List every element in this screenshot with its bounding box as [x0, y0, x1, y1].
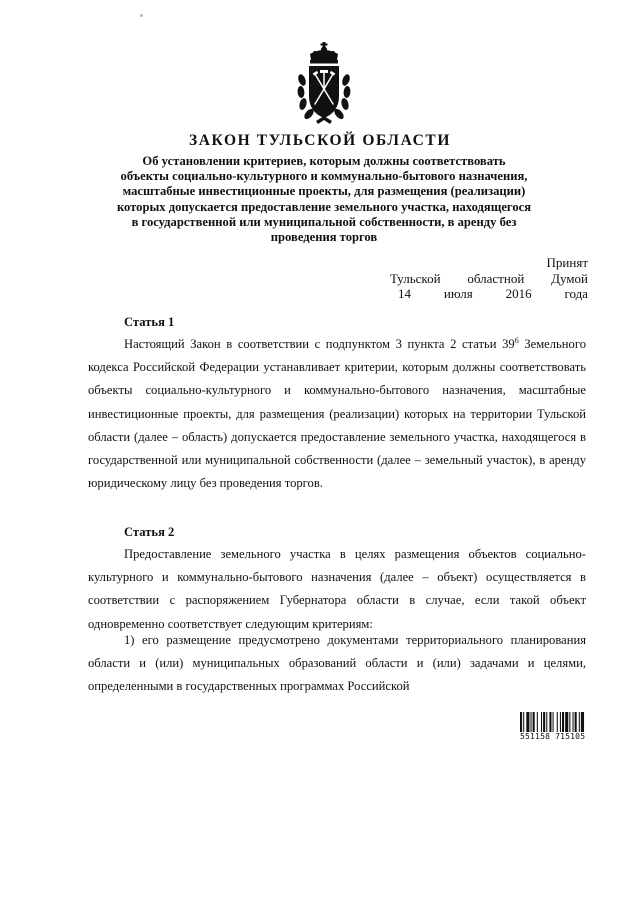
article-2-heading: Статья 2 [124, 525, 175, 539]
article-1-text-part: Земельного кодекса Российской Федерации устанавливает критерии, которым должны соответствовать объекты социально-культурного и коммунально-бытового назначения, масштабные инвестиционные проекты, для размещения (реализации) которых на территории Тульской области (далее – область) допускается предоставление земельного участка, находящегося в государственной или муниципальной собственности (далее – земельный участок), в аренду юридическому лицу без проведения торгов. [88, 337, 586, 491]
adoption-date-part: 2016 [505, 286, 532, 301]
adoption-date-part: 14 [398, 286, 411, 301]
law-subtitle-line: Об установлении критериев, которым должны соответствовать [142, 154, 506, 168]
adopted-by-word: областной [467, 270, 525, 286]
adoption-block [390, 255, 588, 302]
law-subtitle [104, 154, 544, 245]
law-subtitle-line: в государственной или муниципальной собственности, в аренду без [131, 214, 517, 229]
article-1-text [88, 333, 586, 495]
barcode [520, 712, 604, 741]
article-superscript: 6 [514, 336, 519, 345]
adopted-by [390, 271, 588, 287]
law-subtitle-line: объекты социально-культурного и коммунально-бытового назначения, [120, 169, 528, 184]
barcode-bars-icon [520, 712, 604, 732]
adopted-label: Принят [546, 255, 588, 270]
article-1-heading: Статья 1 [124, 315, 175, 329]
law-subtitle-line: которых допускается предоставление земельного участка, находящегося [116, 199, 532, 214]
adoption-date [390, 286, 588, 302]
law-title: ЗАКОН ТУЛЬСКОЙ ОБЛАСТИ [188, 132, 451, 149]
article-2-paragraph: Предоставление земельного участка в целях размещения объектов социально-культурного и коммунально-бытового назначения (далее – объект) осуществляется в соответствии с распоряжением Губернатора области в случае, если такой объект одновременно соответствует следующим критериям: [88, 547, 586, 631]
adopted-by-word: Думой [551, 270, 588, 286]
article-1-text-part: Настоящий Закон в соответствии с подпунктом 3 пункта 2 статьи 39 [124, 337, 515, 351]
law-subtitle-line: проведения торгов [270, 230, 378, 245]
coat-of-arms-icon [296, 42, 352, 126]
adoption-date-part: года [564, 286, 588, 301]
article-2-item-1: 1) его размещение предусмотрено документами территориального планирования области и (или) муниципальных образований области и (или) задачами и целями, определенными в государственных программах Российской [88, 633, 586, 694]
law-subtitle-line: масштабные инвестиционные проекты, для размещения (реализации) [122, 184, 526, 199]
barcode-number: 551158 715105 [520, 732, 586, 741]
adopted-by-word: Тульской [390, 270, 441, 286]
scan-speck [140, 14, 143, 17]
adoption-date-part: июля [443, 286, 473, 301]
